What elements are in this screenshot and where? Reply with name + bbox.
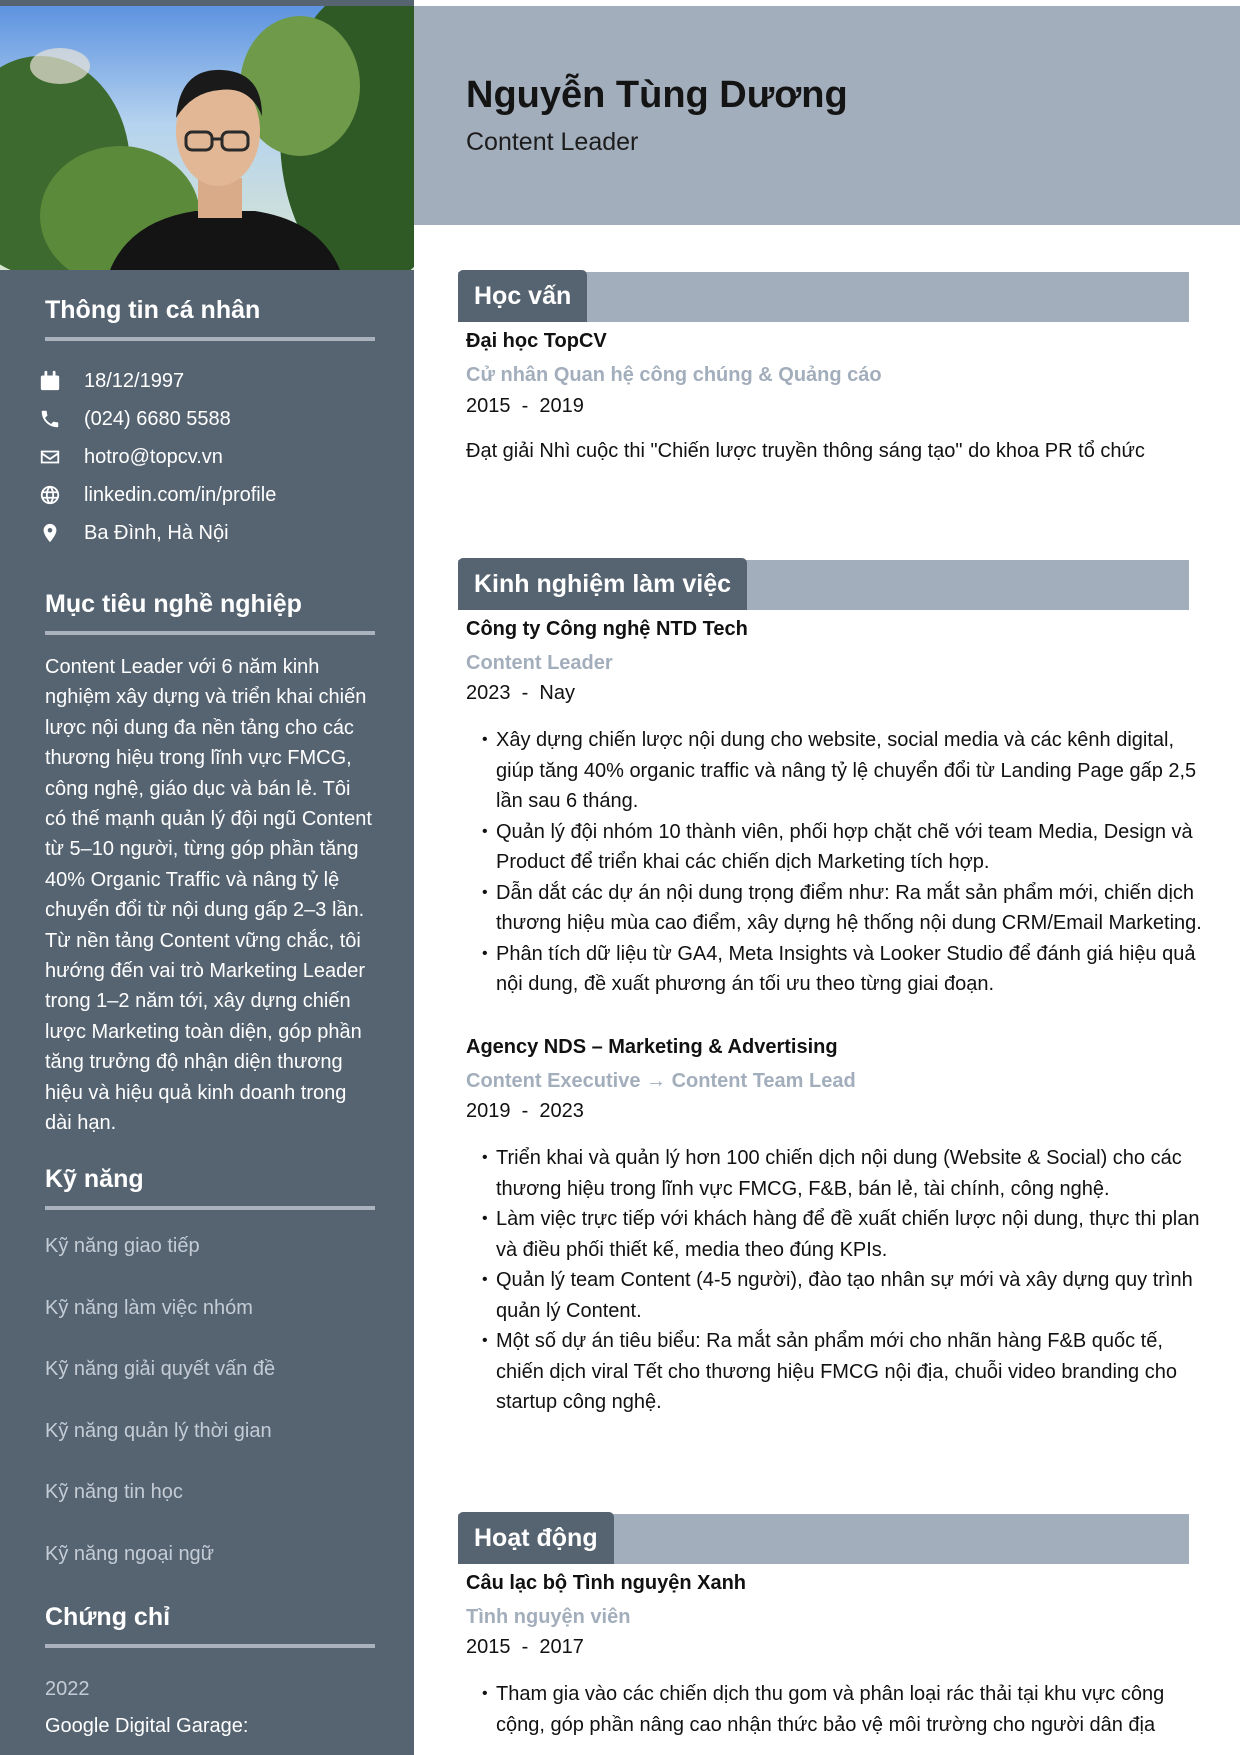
period-end: 2019 [539,395,584,417]
job-period: 2019 - 2023 [466,1100,584,1122]
bullet-item: • Phân tích dữ liệu từ GA4, Meta Insights và Looker Studio để đánh giá hiệu quả nội dung, đề xuất phương án tối ưu theo từng giai đoạn. [482,939,1202,1000]
experience-title: Kinh nghiệm làm việc [458,558,747,610]
calendar-icon [38,369,62,393]
candidate-name: Nguyễn Tùng Dương [466,74,848,116]
certificates-title: Chứng chỉ [45,1603,171,1631]
activity-org: Câu lạc bộ Tình nguyện Xanh [466,1572,747,1594]
phone-text: (024) 6680 5588 [84,407,231,430]
bullet-item: • Dẫn dắt các dự án nội dung trọng điểm như: Ra mắt sản phẩm mới, chiến dịch thương hiệu mùa cao điểm, xây dựng hệ thống nội dung CRM/Email Marketing. [482,878,1202,939]
skills-section [45,1160,375,1210]
company-name: Công ty Công nghệ NTD Tech [466,618,748,640]
job-bullets [482,1143,1202,1418]
divider [45,631,375,635]
job-position: Content Leader [466,652,613,674]
objective-section [45,585,375,635]
period-end: 2023 [539,1100,584,1122]
education-period: 2015 - 2019 [466,395,584,417]
profile-photo [0,6,414,270]
contact-email [38,438,378,476]
activity-role: Tình nguyện viên [466,1606,631,1628]
bullet-item: • Xây dựng chiến lược nội dung cho website, social media và các kênh digital, giúp tăng 40% organic traffic và nâng tỷ lệ chuyển đổi từ Landing Page gấp 2,5 lần sau 6 tháng. [482,725,1202,817]
website-text: linkedin.com/in/profile [84,483,277,506]
job-period: 2023 - Nay [466,682,575,704]
mail-icon [38,445,62,469]
job-position: Content Executive → Content Team Lead [466,1070,856,1092]
skills-list [45,1235,375,1604]
activity-period: 2015 - 2017 [466,1636,584,1658]
email-text: hotro@topcv.vn [84,445,223,468]
period-start: 2023 [466,682,511,704]
bullet-item: • Triển khai và quản lý hơn 100 chiến dịch nội dung (Website & Social) cho các thương hiệu trong lĩnh vực FMCG, F&B, bán lẻ, tài chính, công nghệ. [482,1143,1202,1204]
sidebar [0,0,414,1755]
certificate-year: 2022 [45,1678,90,1700]
contact-address [38,514,378,552]
bullet-item: • Quản lý đội nhóm 10 thành viên, phối hợp chặt chẽ với team Media, Design và Product để triển khai các chiến dịch Marketing tích hợp. [482,817,1202,878]
bullet-item: • Quản lý team Content (4-5 người), đào tạo nhân sự mới và xây dựng quy trình quản lý Content. [482,1265,1202,1326]
address-text: Ba Đình, Hà Nội [84,521,229,544]
contact-phone [38,400,378,438]
school-name: Đại học TopCV [466,330,607,352]
objective-title: Mục tiêu nghề nghiệp [45,590,302,618]
bullet-item: • Làm việc trực tiếp với khách hàng để đề xuất chiến lược nội dung, thực thi plan và điều phối thiết kế, media theo đúng KPIs. [482,1204,1202,1265]
education-title: Học vấn [458,270,587,322]
personal-info-section [45,291,375,341]
contact-website [38,476,378,514]
period-end: Nay [539,682,575,704]
contact-list [38,362,378,552]
activity-bullets [482,1679,1202,1740]
divider [45,337,375,341]
skills-title: Kỹ năng [45,1165,144,1193]
skill-item: Kỹ năng tin học [45,1481,183,1503]
period-start: 2015 [466,1636,511,1658]
certificate-name: Google Digital Garage: [45,1715,249,1737]
company-name: Agency NDS – Marketing & Advertising [466,1036,838,1058]
candidate-role: Content Leader [466,128,639,156]
divider [45,1206,375,1210]
bullet-item: • Một số dự án tiêu biểu: Ra mắt sản phẩm mới cho nhãn hàng F&B quốc tế, chiến dịch viral Tết cho thương hiệu FMCG nội địa, chuỗi video branding cho startup công nghệ. [482,1326,1202,1418]
period-end: 2017 [539,1636,584,1658]
location-pin-icon [38,521,62,545]
major: Cử nhân Quan hệ công chúng & Quảng cáo [466,364,882,386]
objective-text: Content Leader với 6 năm kinh nghiệm xây dựng và triển khai chiến lược nội dung đa nền tảng cho các thương hiệu trong lĩnh vực FMCG, công nghệ, giáo dục và bán lẻ. Tôi có thế mạnh quản lý đội ngũ Content từ 5–10 người, từng góp phần tăng 40% Organic Traffic và nâng tỷ lệ chuyển đổi từ nội dung gấp 2–3 lần. Từ nền tảng Content vững chắc, tôi hướng đến vai trò Marketing Leader trong 1–2 năm tới, xây dựng chiến lược Marketing toàn diện, góp phần tăng trưởng độ nhận diện thương hiệu và hiệu quả kinh doanh trong dài hạn. [45,656,372,1135]
skill-item: Kỹ năng làm việc nhóm [45,1296,253,1319]
skill-item: Kỹ năng quản lý thời gian [45,1419,272,1442]
skill-item: Kỹ năng giải quyết vấn đề [45,1358,276,1380]
job-bullets [482,725,1202,1000]
period-start: 2019 [466,1100,511,1122]
skill-item: Kỹ năng giao tiếp [45,1235,200,1257]
divider [45,1644,375,1648]
contact-birthday [38,362,378,400]
skill-item: Kỹ năng ngoại ngữ [45,1542,215,1565]
globe-icon [38,483,62,507]
activities-title: Hoạt động [458,1512,614,1564]
certificates-section [45,1598,375,1648]
period-start: 2015 [466,395,511,417]
bullet-item: • Tham gia vào các chiến dịch thu gom và phân loại rác thải tại khu vực công cộng, góp phần nâng cao nhận thức bảo vệ môi trường cho người dân địa [482,1679,1202,1740]
education-note: Đạt giải Nhì cuộc thi "Chiến lược truyền thông sáng tạo" do khoa PR tổ chức [466,440,1145,462]
phone-icon [38,407,62,431]
birthday-text: 18/12/1997 [84,369,185,392]
personal-info-title: Thông tin cá nhân [45,296,261,324]
